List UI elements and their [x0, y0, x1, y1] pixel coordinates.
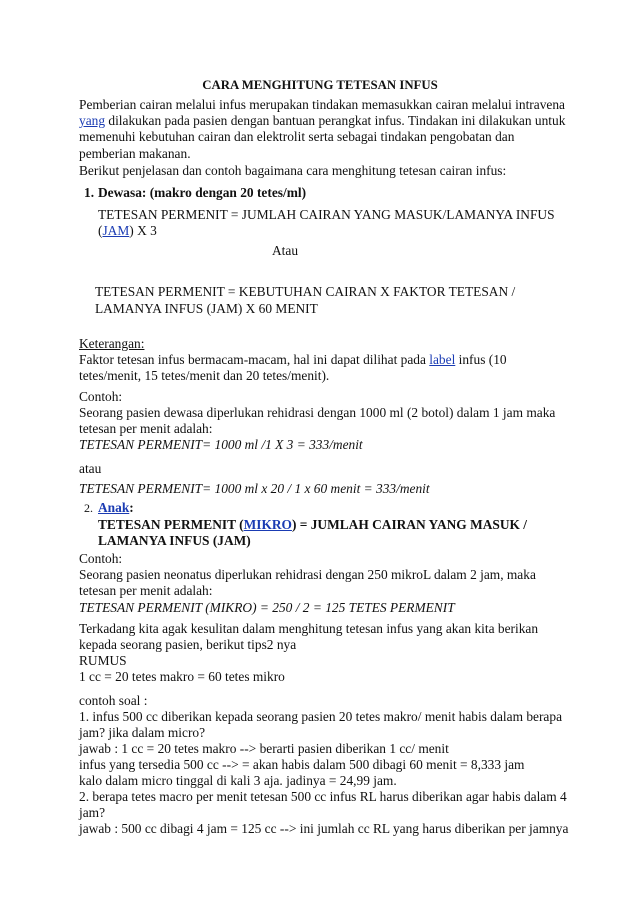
soal-answer-1-line1: jawab : 1 cc = 20 tetes makro --> berarti pasien diberikan 1 cc/ menit: [79, 741, 449, 756]
contoh2-calc: TETESAN PERMENIT (MIKRO) = 250 / 2 = 125 TETES PERMENIT: [79, 600, 455, 615]
keterangan-heading: Keterangan:: [79, 336, 145, 351]
intro-paragraph: [79, 97, 569, 162]
contoh1-label: Contoh:: [79, 389, 123, 404]
keterangan-text-start: Faktor tetesan infus bermacam-macam, hal ini dapat dilihat pada: [79, 352, 430, 367]
formula2-line2: LAMANYA INFUS (JAM) X 60 MENIT: [95, 301, 318, 316]
soal-label: contoh soal :: [79, 693, 148, 708]
link-yang[interactable]: yang: [79, 113, 106, 129]
formula1-line1: TETESAN PERMENIT = JUMLAH CAIRAN YANG MASUK/LAMANYA INFUS: [98, 207, 555, 222]
list-item-dewasa: [79, 185, 569, 315]
item2-formula-line1: [98, 517, 568, 533]
link-label[interactable]: label: [429, 352, 456, 367]
keterangan-text: [79, 352, 569, 384]
contoh1-text: Seorang pasien dewasa diperlukan rehidrasi dengan 1000 ml (2 botol) dalam 1 jam maka tetesan per menit adalah:: [79, 405, 556, 437]
intro-text-end: dilakukan pada pasien dengan bantuan perangkat infus. Tindakan ini dilakukan untuk memenuhi kebutuhan cairan dan elektrolit serta sebagai tindakan pengobatan dan pemberian makanan.: [79, 113, 566, 161]
link-anak[interactable]: Anak: [98, 500, 130, 515]
list-item-anak: [79, 500, 569, 550]
contoh1-atau: atau: [79, 461, 102, 476]
link-jam[interactable]: JAM: [102, 223, 130, 238]
keterangan-text-end: infus (10 tetes/menit, 15 tetes/menit dan 20 tetes/menit).: [79, 352, 507, 384]
soal-answer-2: jawab : 500 cc dibagi 4 jam = 125 cc --> ini jumlah cc RL yang harus diberikan per jamnya: [79, 821, 569, 836]
intro-text-start: Pemberian cairan melalui infus merupakan tindakan memasukkan cairan melalui intravena: [79, 97, 565, 112]
atau-label: Atau: [272, 243, 299, 258]
soal-question-2: 2. berapa tetes macro per menit tetesan 500 cc infus RL harus diberikan agar habis dalam 4 jam?: [79, 789, 567, 821]
contoh1-calc2: TETESAN PERMENIT= 1000 ml x 20 / 1 x 60 menit = 333/menit: [79, 481, 430, 496]
item2-formula-line2: LAMANYA INFUS (JAM): [98, 533, 251, 548]
item2-formula-start: TETESAN PERMENIT (: [98, 517, 244, 532]
item2-colon: :: [129, 500, 134, 515]
item1-heading: Dewasa: (makro dengan 20 tetes/ml): [98, 185, 307, 200]
formula1-rest: ) X 3: [129, 223, 157, 238]
page-title: CARA MENGHITUNG TETESAN INFUS: [202, 78, 438, 92]
soal-question-1: 1. infus 500 cc diberikan kepada seorang pasien 20 tetes makro/ menit habis dalam berapa jam? jika dalam micro?: [79, 709, 563, 741]
tips-text: Terkadang kita agak kesulitan dalam menghitung tetesan infus yang akan kita berikan kepada seorang pasien, berikut tips2 nya: [79, 621, 539, 653]
item2-formula-end: ) = JUMLAH CAIRAN YANG MASUK /: [291, 517, 527, 532]
formula1-line2: [98, 223, 568, 239]
rumus-value: 1 cc = 20 tetes makro = 60 tetes mikro: [79, 669, 285, 684]
keterangan-label: [79, 336, 569, 352]
item2-number: 2.: [84, 501, 93, 515]
explain-paragraph: Berikut penjelasan dan contoh bagaimana cara menghitung tetesan cairan infus:: [79, 163, 507, 178]
item2-heading: [98, 500, 568, 516]
contoh2-text: Seorang pasien neonatus diperlukan rehidrasi dengan 250 mikroL dalam 2 jam, maka tetesan per menit adalah:: [79, 567, 536, 599]
item1-number: 1.: [84, 185, 95, 200]
paren-open: (: [98, 223, 103, 238]
formula2-line1: TETESAN PERMENIT = KEBUTUHAN CAIRAN X FAKTOR TETESAN /: [95, 284, 516, 299]
soal-answer-1-line3: kalo dalam micro tinggal di kali 3 aja. jadinya = 24,99 jam.: [79, 773, 397, 788]
contoh2-label: Contoh:: [79, 551, 123, 566]
soal-answer-1-line2: infus yang tersedia 500 cc --> = akan habis dalam 500 dibagi 60 menit = 8,333 jam: [79, 757, 525, 772]
rumus-label: RUMUS: [79, 653, 127, 668]
link-mikro[interactable]: MIKRO: [243, 517, 292, 532]
contoh1-calc1: TETESAN PERMENIT= 1000 ml /1 X 3 = 333/menit: [79, 437, 363, 452]
